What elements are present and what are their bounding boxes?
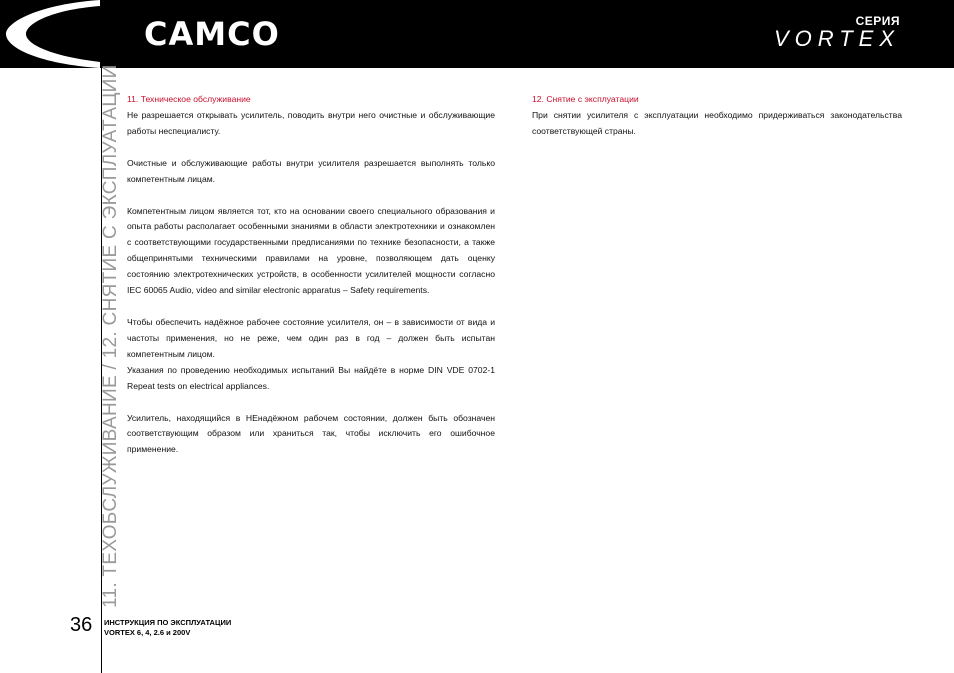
footer-line-2: VORTEX 6, 4, 2.6 и 200V [104,628,191,637]
footer [104,618,231,638]
camco-swoosh-icon [0,0,110,68]
page-header [0,0,954,68]
footer-line-1: ИНСТРУКЦИЯ ПО ЭКСПЛУАТАЦИИ [104,618,232,627]
section-heading: 11. Техническое обслуживание [127,94,251,104]
paragraph: Компетентным лицом является тот, кто на основании своего специального образования и опыта работы располагает особенными знаниями в области электротехники и ознакомлен с соответствующими государственными предписаниями по технике безопасности, а также общепринятыми техническими правилами на уровне, позволяющем дать оценку состоянию электротехнических устройств, в особенности усилителей мощности согласно IEC 60065 Audio, video and similar electronic apparatus – Safety requirements. [127,205,495,296]
section-heading: 12. Снятие с эксплуатации [532,94,639,104]
series-name: VORTEX [773,26,900,51]
page-number: 36 [70,614,93,636]
camco-logo: CAMCO [144,15,280,53]
series-label: СЕРИЯ [855,14,900,28]
paragraph: Очистные и обслуживающие работы внутри усилителя разрешается выполнять только компетентным лицам. [127,157,495,184]
paragraph: При снятии усилителя с эксплуатации необходимо придерживаться законодательства соответствующей страны. [532,109,902,136]
paragraph: Не разрешается открывать усилитель, поводить внутри него очистные и обслуживающие работы неспециалисту. [127,109,495,136]
section-maintenance [127,92,495,474]
paragraph: Чтобы обеспечить надёжное рабочее состояние усилителя, он – в зависимости от вида и частоты применения, но не реже, чем один раз в год – должен быть испытан компетентным лицом. [127,316,495,359]
paragraph: Усилитель, находящийся в НЕнадёжном рабочем состоянии, должен быть обозначен соответствующим образом или храниться так, чтобы исключить его ошибочное применение. [127,412,495,455]
sidebar-title-text: 11. ТЕХОБСЛУЖИВАНИЕ / 12. СНЯТИЕ С ЭКСПЛУАТАЦИИ [100,64,121,608]
paragraph: Указания по проведению необходимых испытаний Вы найдёте в норме DIN VDE 0702-1 Repeat tests on electrical appliances. [127,364,495,391]
section-decommissioning [532,92,902,156]
sidebar-title [68,64,121,610]
